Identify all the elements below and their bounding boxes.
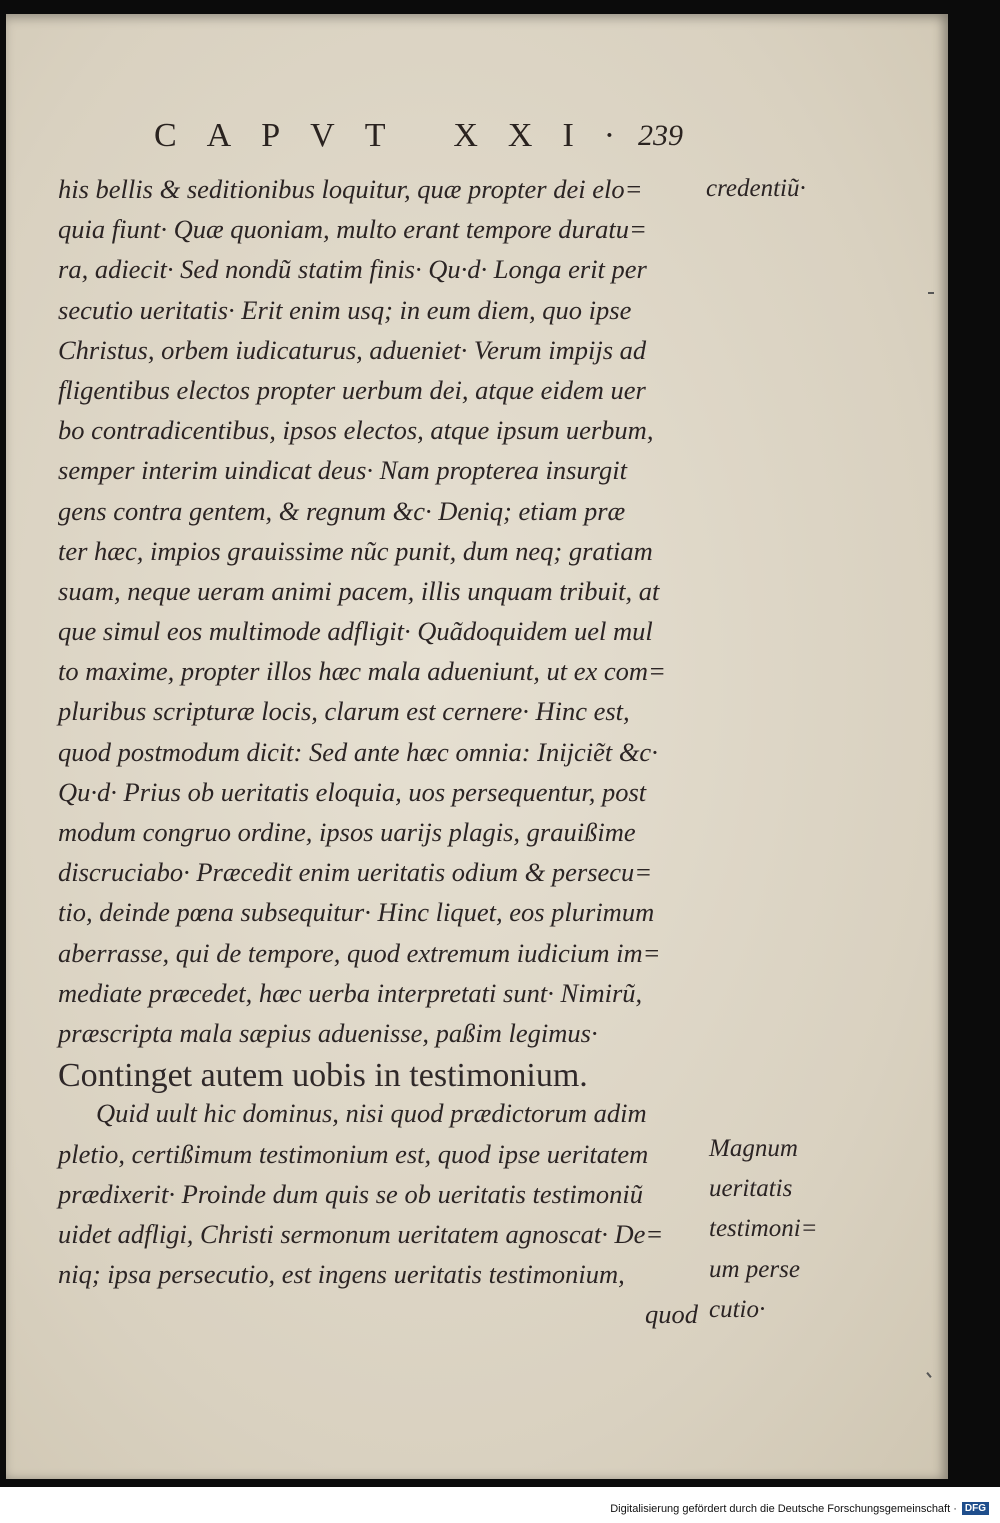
text-line: præscripta mala sæpius aduenisse, paßim legimus· [58,1017,598,1048]
text-line: ra, adiecit· Sed nondũ statim finis· Qu·d· Longa erit per [58,254,647,285]
page-edge-mark [928,292,934,294]
margin-note-line: Magnum [709,1135,798,1162]
text-line: mediate præcedet, hæc uerba interpretati sunt· Nimirũ, [58,977,643,1008]
margin-note-top: credentiũ· [706,175,806,202]
section-heading: Continget autem uobis in testimonium. [58,1057,588,1095]
funding-credit-text: Digitalisierung gefördert durch die Deutsche Forschungsgemeinschaft · [610,1502,957,1515]
text-line: gens contra gentem, & regnum &c· Deniq; etiam præ [58,495,626,526]
text-line: to maxime, propter illos hæc mala adueniunt, ut ex com= [58,656,666,687]
text-line: Qu·d· Prius ob ueritatis eloquia, uos persequentur, post [58,776,647,807]
text-line: prædixerit· Proinde dum quis se ob ueritatis testimoniũ [58,1178,643,1209]
text-line: aberrasse, qui de tempore, quod extremum iudicium im= [58,937,661,968]
text-line: secutio ueritatis· Erit enim usq; in eum diem, quo ipse [58,294,632,325]
text-line: quia fiunt· Quæ quoniam, multo erant tempore duratu= [58,214,647,245]
page-edge-mark [926,1372,931,1378]
margin-note-line: testimoni= [709,1215,818,1243]
text-line: pletio, certißimum testimonium est, quod ipse ueritatem [58,1138,649,1169]
text-line: bo contradicentibus, ipsos electos, atque ipsum uerbum, [58,415,654,446]
text-line: semper interim uindicat deus· Nam propterea insurgit [58,455,627,486]
text-line: suam, neque ueram animi pacem, illis unquam tribuit, at [58,575,660,606]
text-line: pluribus scripturæ locis, clarum est cernere· Hinc est, [58,696,630,727]
text-line: fligentibus electos propter uerbum dei, atque eidem uer [58,374,646,405]
margin-note-line: cutio· [709,1295,766,1323]
text-line: niq; ipsa persecutio, est ingens ueritatis testimonium, [58,1259,625,1290]
catchword: quod [645,1299,698,1330]
book-page [6,14,948,1479]
text-line: Christus, orbem iudicaturus, adueniet· Verum impijs ad [58,334,647,365]
running-head [154,116,714,160]
funding-credit [604,1500,992,1517]
text-line: tio, deinde pœna subsequitur· Hinc liquet, eos plurimum [58,897,655,928]
text-line: quod postmodum dicit: Sed ante hæc omnia: Inijciẽt &c· [58,736,658,767]
text-line: modum congruo ordine, ipsos uarijs plagis, grauißime [58,817,636,847]
text-line: ter hæc, impios grauissime nũc punit, dum neq; gratiam [58,535,653,566]
text-line: discruciabo· Præcedit enim ueritatis odium & persecu= [58,857,653,888]
margin-note-line: um perse [709,1255,800,1283]
text-line: Quid uult hic dominus, nisi quod prædictorum adim [96,1098,647,1129]
text-line: que simul eos multimode adfligit· Quãdoquidem uel mul [58,616,653,647]
page-number: 239 [638,119,683,152]
margin-note-line: ueritatis [709,1175,793,1203]
text-line: his bellis & seditionibus loquitur, quæ propter dei elo= [58,174,643,204]
text-line: uidet adfligi, Christi sermonum ueritatem agnoscat· De= [58,1218,664,1249]
running-title: CAPVT XXI· [154,117,646,154]
margin-note-bottom [709,1129,818,1330]
main-text-block [58,169,698,1334]
dfg-logo: DFG [962,1502,989,1515]
